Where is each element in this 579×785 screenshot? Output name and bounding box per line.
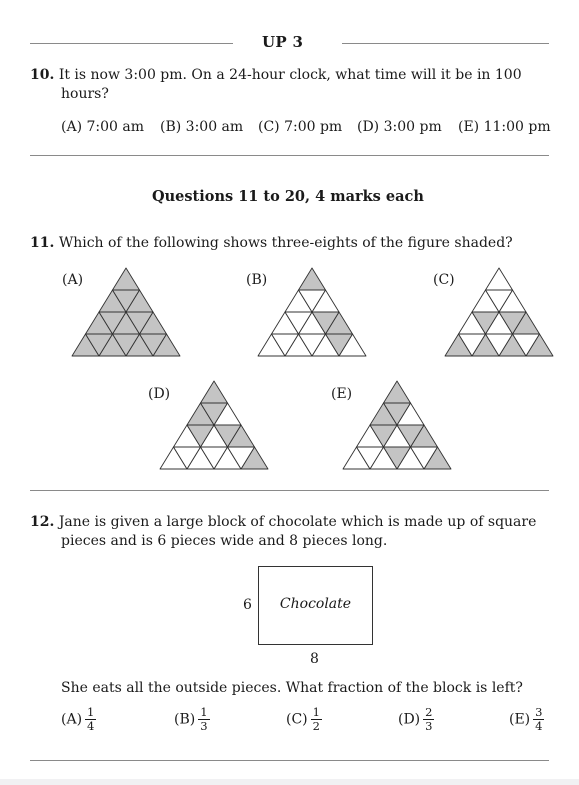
chocolate-width-label: 6 bbox=[243, 597, 252, 613]
q11-label-d: (D) bbox=[148, 386, 171, 402]
q12-text-line1: Jane is given a large block of chocolate which is made up of square bbox=[58, 514, 537, 530]
q11-figure-b bbox=[258, 268, 366, 356]
q12-option-a-den: 4 bbox=[87, 719, 95, 733]
q10-option-d: (D) 3:00 pm bbox=[357, 119, 442, 135]
header-rule-left bbox=[30, 43, 233, 44]
q12-option-d-label: (D) bbox=[398, 711, 421, 728]
q12-option-c-fraction bbox=[311, 706, 322, 733]
q12-option-e-den: 4 bbox=[535, 719, 543, 733]
small-triangle bbox=[113, 268, 140, 290]
q12-option-a-num: 1 bbox=[87, 705, 95, 719]
divider-q10 bbox=[30, 155, 549, 156]
q12-option-a bbox=[61, 706, 96, 733]
divider-q12 bbox=[30, 760, 549, 761]
q12-option-b-label: (B) bbox=[174, 711, 196, 728]
q11-label-b: (B) bbox=[246, 272, 268, 288]
small-triangle bbox=[299, 268, 326, 290]
q12-option-d-fraction bbox=[423, 706, 434, 733]
q10-number: 10. bbox=[30, 67, 55, 83]
chocolate-length-label: 8 bbox=[310, 651, 319, 667]
small-triangle bbox=[384, 381, 411, 403]
q12-text bbox=[30, 513, 560, 551]
q12-option-e-fraction bbox=[533, 706, 544, 733]
section-title: Questions 11 to 20, 4 marks each bbox=[152, 188, 424, 205]
q12-option-b bbox=[174, 706, 210, 733]
q12-option-b-fraction bbox=[198, 706, 209, 733]
q12-option-e-num: 3 bbox=[535, 705, 543, 719]
q12-option-c-den: 2 bbox=[312, 719, 320, 733]
q12-option-d-den: 3 bbox=[425, 719, 433, 733]
chocolate-label: Chocolate bbox=[279, 596, 352, 612]
q12-option-d-num: 2 bbox=[425, 705, 433, 719]
q12-option-e bbox=[509, 706, 544, 733]
q12-option-a-label: (A) bbox=[61, 711, 83, 728]
q12-option-c bbox=[286, 706, 322, 733]
q11-label-e: (E) bbox=[331, 386, 353, 402]
q12-option-d bbox=[398, 706, 434, 733]
q12-option-b-den: 3 bbox=[200, 719, 208, 733]
q10-option-c: (C) 7:00 pm bbox=[258, 119, 343, 135]
q10-option-e: (E) 11:00 pm bbox=[458, 119, 551, 135]
q10-text bbox=[30, 66, 560, 104]
q11-number: 11. bbox=[30, 235, 55, 251]
small-triangle bbox=[201, 381, 228, 403]
small-triangle bbox=[486, 268, 513, 290]
q11-text bbox=[30, 234, 560, 253]
q12-option-b-num: 1 bbox=[200, 705, 208, 719]
q12-option-c-num: 1 bbox=[312, 705, 320, 719]
viewer-footer-band bbox=[0, 779, 579, 785]
chocolate-block bbox=[258, 566, 373, 645]
q12-question: She eats all the outside pieces. What fraction of the block is left? bbox=[61, 680, 523, 696]
q12-option-a-fraction bbox=[85, 706, 96, 733]
q12-option-e-label: (E) bbox=[509, 711, 531, 728]
q11-figure-c bbox=[445, 268, 553, 356]
q12-number: 12. bbox=[30, 514, 55, 530]
q11-question: Which of the following shows three-eights of the figure shaded? bbox=[58, 235, 513, 251]
q11-label-c: (C) bbox=[433, 272, 455, 288]
q11-figure-e bbox=[343, 381, 451, 469]
q11-figure-d bbox=[160, 381, 268, 469]
header-rule-right bbox=[342, 43, 549, 44]
q10-option-a: (A) 7:00 am bbox=[61, 119, 144, 135]
q10-text-line1: It is now 3:00 pm. On a 24-hour clock, what time will it be in 100 bbox=[58, 67, 522, 83]
divider-q11 bbox=[30, 490, 549, 491]
q11-label-a: (A) bbox=[62, 272, 84, 288]
page-header-title: UP 3 bbox=[262, 33, 304, 51]
q12-option-c-label: (C) bbox=[286, 711, 308, 728]
q12-text-line2: pieces and is 6 pieces wide and 8 pieces long. bbox=[61, 533, 388, 549]
q10-text-line2: hours? bbox=[61, 86, 109, 102]
q10-option-b: (B) 3:00 am bbox=[160, 119, 244, 135]
q11-figure-a bbox=[72, 268, 180, 356]
